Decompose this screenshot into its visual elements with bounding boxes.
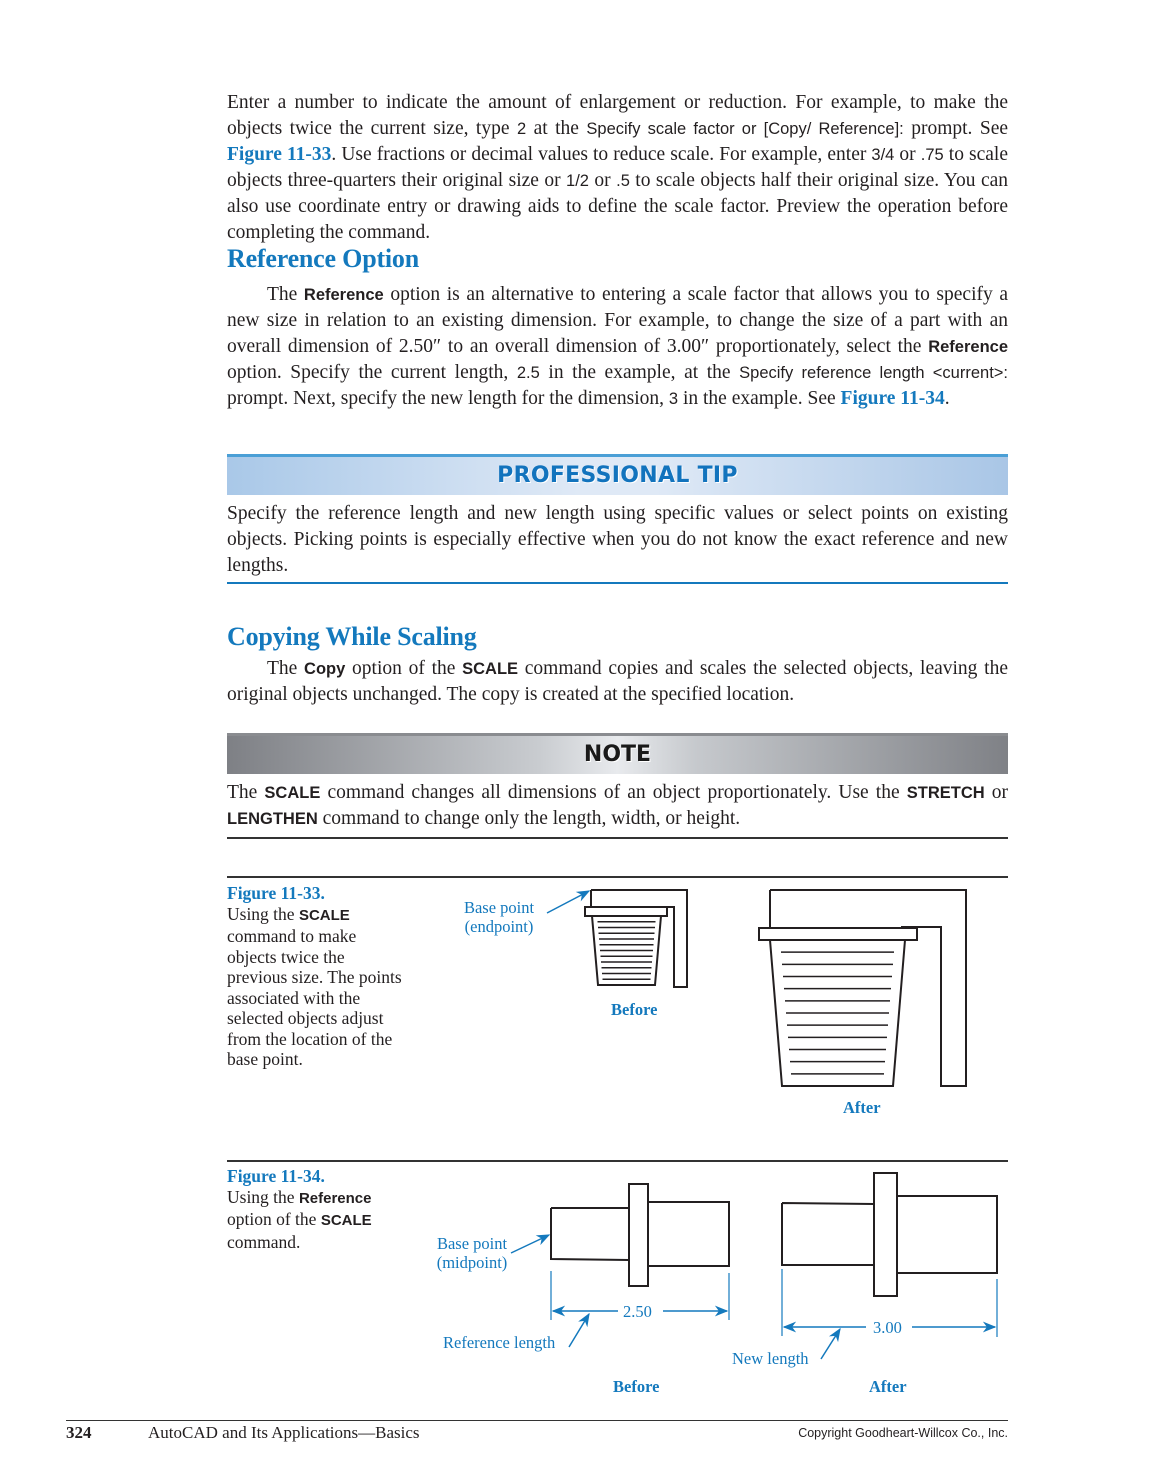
base-point-label: Base point (endpoint): [463, 898, 535, 936]
dimension-value-after: 3.00: [873, 1318, 902, 1337]
shaft-right-before: [648, 1202, 729, 1266]
figure-11-33-caption: Figure 11-33. Using the SCALE command to make objects twice the previous size. The points associated with the selected objects adjust from the location of the base point.: [227, 883, 407, 1070]
figure-title: Figure 11-33.: [227, 883, 325, 903]
shaft-right-after: [897, 1196, 997, 1273]
note-title: NOTE: [583, 742, 652, 767]
before-label: Before: [611, 1000, 658, 1019]
collar-after: [874, 1173, 897, 1296]
figure-reference-link[interactable]: Figure 11-33: [227, 144, 332, 165]
shaft-left-before: [551, 1208, 629, 1260]
page-number: 324: [66, 1423, 92, 1442]
reference-length-label: Reference length: [443, 1333, 556, 1352]
figure-reference-link[interactable]: Figure 11-34: [840, 388, 945, 409]
professional-tip-title: PROFESSIONAL TIP: [497, 463, 738, 488]
cup-rim-before: [585, 907, 667, 916]
book-title: AutoCAD and Its Applications—Basics: [148, 1423, 420, 1442]
copying-paragraph: The Copy option of the SCALE command copies and scales the selected objects, leaving the original objects unchanged. The copy is created at the specified location.: [227, 658, 1008, 705]
reference-paragraph: The Reference option is an alternative to entering a scale factor that allows you to specify a new size in relation to an existing dimension. For example, to change the size of a part with an overall dimension of 2.50″ to an overall dimension of 3.00″ proportionately, select the Reference option. Specify the current length, 2.5 in the example, at the Specify reference length <current>: prompt. Next, specify the new length for the dimension, 3 in the example. See Figure 11-34.: [227, 284, 1009, 409]
reference-length-arrow: [569, 1314, 589, 1347]
page-footer: [66, 1420, 1008, 1442]
shaft-left-after: [782, 1203, 874, 1265]
command-prompt: Specify reference length <current>:: [739, 364, 1009, 382]
dimension-value-before: 2.50: [623, 1302, 652, 1321]
figure-title: Figure 11-34.: [227, 1166, 325, 1186]
base-point-label: Base point (midpoint): [436, 1234, 508, 1272]
note-body: The SCALE command changes all dimensions of an object proportionately. Use the STRETCH or LENGTHEN command to change only the length, width, or height.: [227, 782, 1008, 829]
command-prompt: Specify scale factor or [Copy/ Reference]:: [586, 120, 904, 138]
professional-tip-body: Specify the reference length and new length using specific values or select points on existing objects. Picking points is especially effective when you do not know the exact reference and new lengths.: [227, 503, 1008, 576]
base-point-arrow: [547, 891, 589, 913]
collar-before: [629, 1184, 648, 1286]
intro-paragraph: Enter a number to indicate the amount of enlargement or reduction. For example, to make the objects twice the current size, type 2 at the Specify scale factor or [Copy/ Reference]: prompt. See Figure 11-33. Use fractions or decimal values to reduce scale. For example, enter 3/4 or .75 to scale objects three-quarters their original size or 1/2 or .5 to scale objects half their original size. You can also use coordinate entry or drawing aids to define the scale factor. Preview the operation before completing the command.: [227, 92, 1009, 243]
command-input: 2: [516, 120, 527, 138]
figure-11-34-caption: Figure 11-34. Using the Reference option of the SCALE command.: [227, 1166, 407, 1252]
after-label: After: [869, 1377, 907, 1396]
section-heading: Reference Option: [227, 244, 419, 273]
base-point-arrow: [511, 1235, 549, 1253]
cup-rim-after: [759, 928, 917, 940]
new-length-label: New length: [732, 1349, 809, 1368]
section-heading: Copying While Scaling: [227, 622, 477, 651]
after-label: After: [843, 1098, 881, 1117]
figure-divider: [227, 1160, 1008, 1162]
new-length-arrow: [821, 1329, 840, 1359]
copyright: Copyright Goodheart-Willcox Co., Inc.: [798, 1426, 1008, 1440]
before-label: Before: [613, 1377, 660, 1396]
